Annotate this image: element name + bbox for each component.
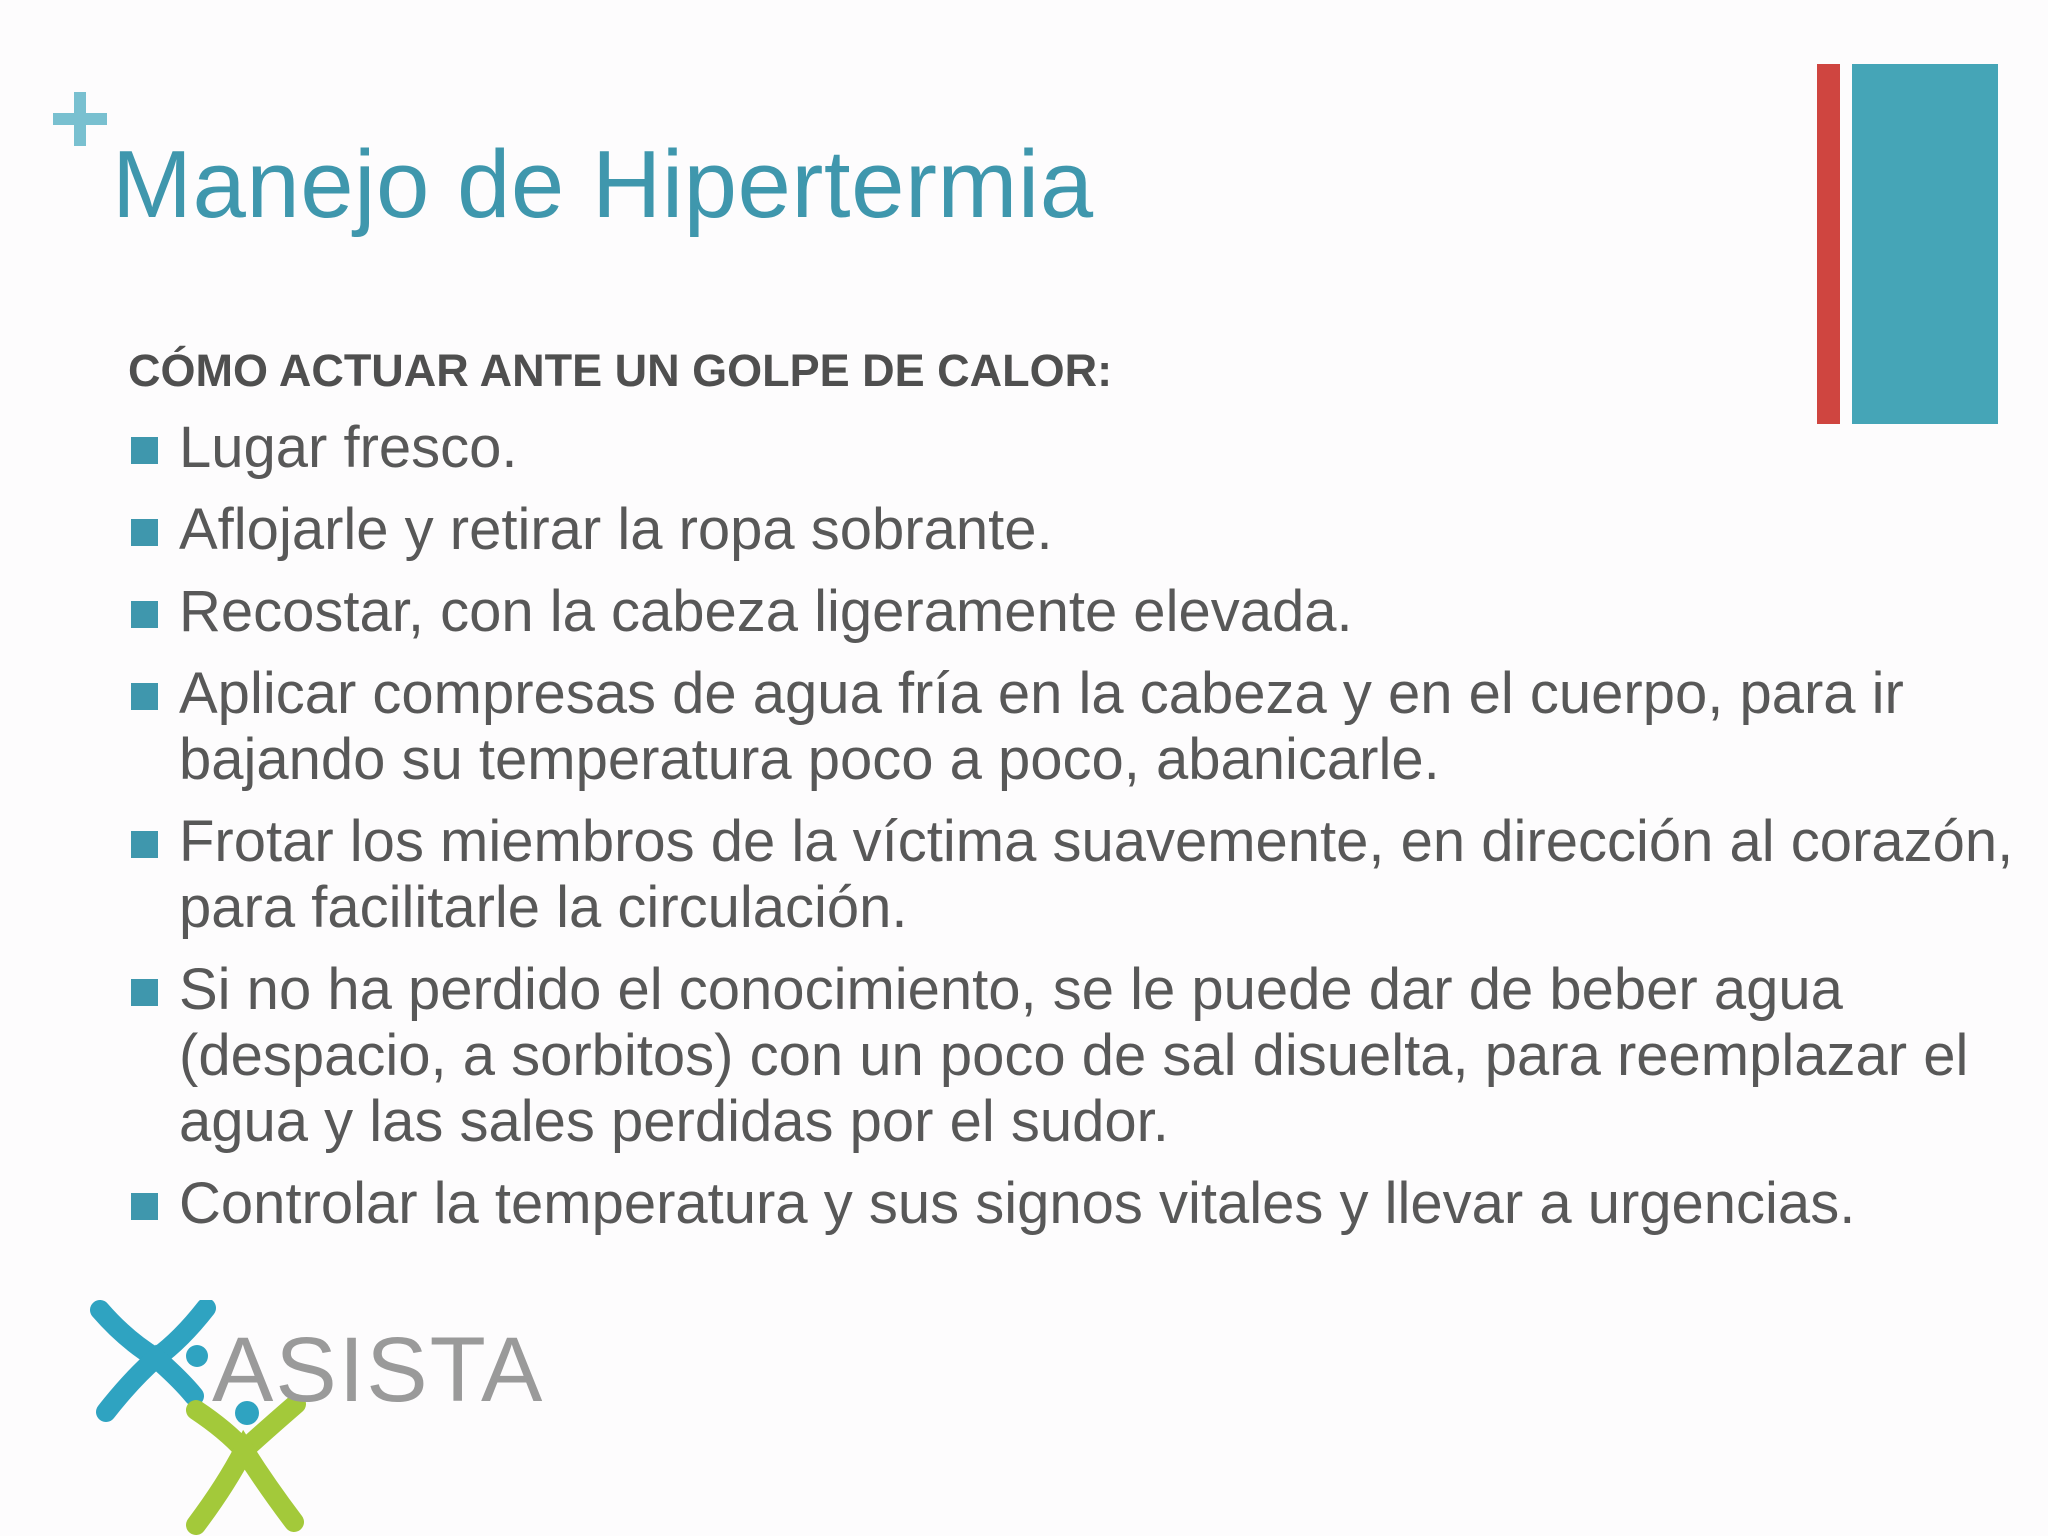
logo-blue-dot [186, 1345, 208, 1367]
slide-title: Manejo de Hipertermia [112, 131, 1094, 238]
bullet-item [128, 415, 2028, 481]
bullet-item [128, 661, 2028, 793]
bullet-item [128, 957, 2028, 1155]
accent-bar-teal [1852, 64, 1998, 424]
bullet-item [128, 809, 2028, 941]
square-bullet-icon [131, 683, 158, 710]
square-bullet-icon [131, 979, 158, 1006]
plus-icon [53, 92, 107, 146]
bullet-text: Recostar, con la cabeza ligeramente elevada. [179, 579, 1353, 644]
bullet-text: Lugar fresco. [179, 415, 518, 480]
bullet-list [128, 415, 2028, 1253]
bullet-text: Controlar la temperatura y sus signos vitales y llevar a urgencias. [179, 1171, 1856, 1236]
bullet-text: Si no ha perdido el conocimiento, se le puede dar de beber agua (despacio, a sorbitos) con un poco de sal disuelta, para reemplazar el agua y las sales perdidas por el sudor. [179, 957, 1969, 1154]
square-bullet-icon [131, 831, 158, 858]
square-bullet-icon [131, 437, 158, 464]
square-bullet-icon [131, 601, 158, 628]
bullet-item [128, 497, 2028, 563]
square-bullet-icon [131, 519, 158, 546]
asista-logo [86, 1300, 556, 1536]
logo-wordmark: ASISTA [212, 1319, 545, 1421]
section-heading: CÓMO ACTUAR ANTE UN GOLPE DE CALOR: [128, 345, 1113, 396]
accent-bar-red [1817, 64, 1840, 424]
bullet-text: Frotar los miembros de la víctima suavemente, en dirección al corazón, para facilitarle la circulación. [179, 809, 2014, 940]
bullet-text: Aplicar compresas de agua fría en la cabeza y en el cuerpo, para ir bajando su temperatura poco a poco, abanicarle. [179, 661, 1904, 792]
bullet-item [128, 579, 2028, 645]
bullet-text: Aflojarle y retirar la ropa sobrante. [179, 497, 1053, 562]
square-bullet-icon [131, 1193, 158, 1220]
bullet-item [128, 1171, 2028, 1237]
